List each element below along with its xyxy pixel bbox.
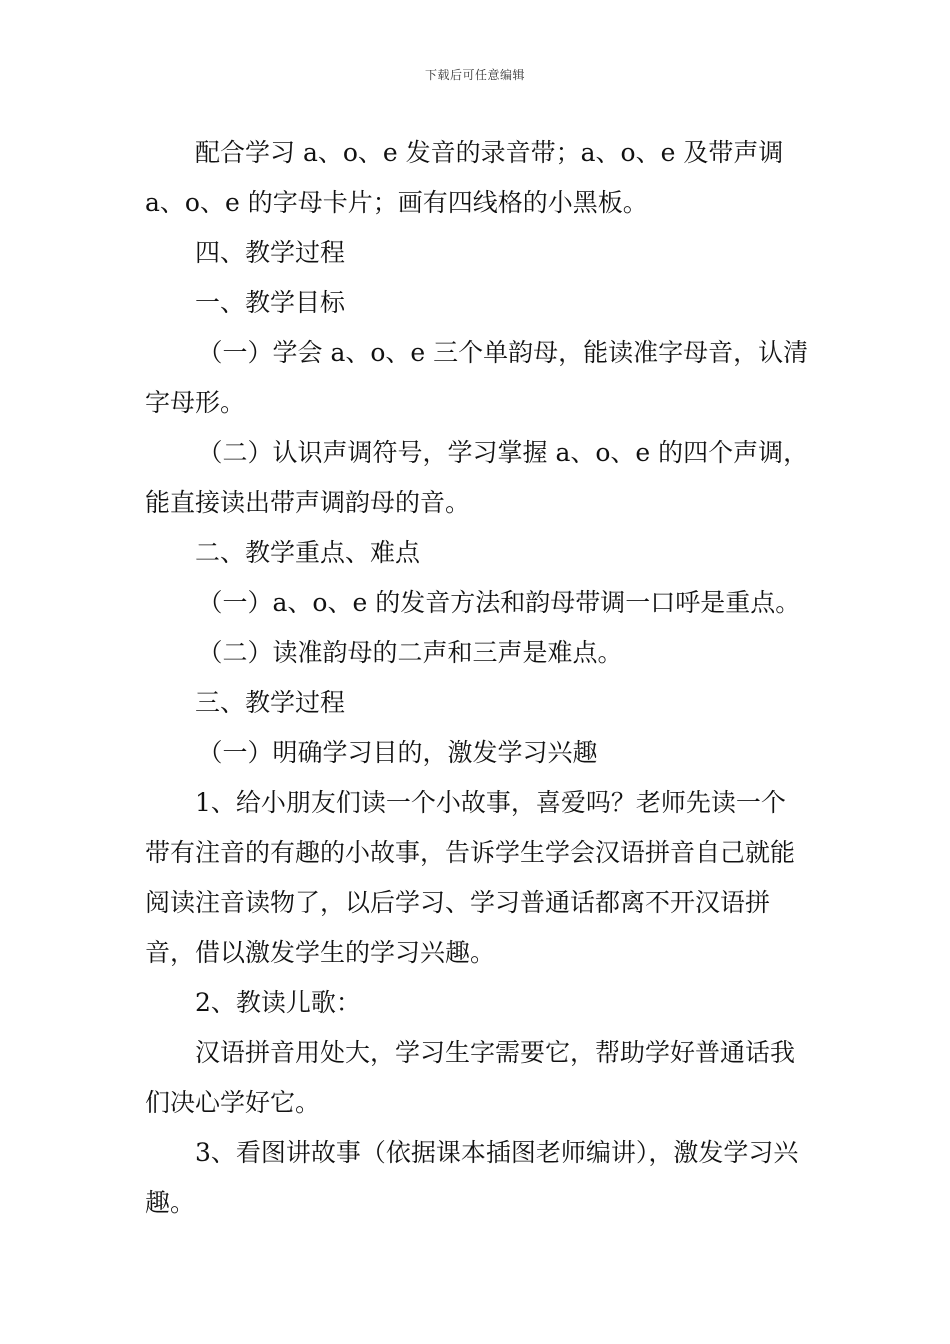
goal-item-1: （一）学会 a、o、e 三个单韵母，能读准字母音，认清字母形。 — [145, 338, 809, 417]
key-point-2: （二）读准韵母的二声和三声是难点。 — [197, 638, 623, 667]
page-header: 下载后可任意编辑 — [424, 68, 525, 82]
nursery-rhyme: 汉语拼音用处大，学习生字需要它，帮助学好普通话我们决心学好它。 — [145, 1038, 796, 1117]
document-body — [145, 128, 810, 1228]
process-item-3: 3、看图讲故事（依据课本插图老师编讲），激发学习兴趣。 — [145, 1138, 799, 1217]
process-item-2: 2、教读儿歌： — [195, 988, 361, 1017]
process-item-1: 1、给小朋友们读一个小故事，喜爱吗？老师先读一个带有注音的有趣的小故事，告诉学生学会汉语拼音自己就能阅读注音读物了，以后学习、学习普通话都离不开汉语拼音，借以激发学生的学习兴趣。 — [145, 788, 796, 967]
heading-teaching-process-2: 三、教学过程 — [195, 688, 346, 717]
paragraph-materials: 配合学习 a、o、e 发音的录音带；a、o、e 及带声调 a、o、e 的字母卡片；画有四线格的小黑板。 — [145, 138, 784, 217]
heading-teaching-process: 四、教学过程 — [195, 238, 346, 267]
heading-key-points: 二、教学重点、难点 — [195, 538, 421, 567]
goal-item-2: （二）认识声调符号，学习掌握 a、o、e 的四个声调，能直接读出带声调韵母的音。 — [145, 438, 809, 517]
process-step-1: （一）明确学习目的，激发学习兴趣 — [197, 738, 598, 767]
heading-teaching-goals: 一、教学目标 — [195, 288, 346, 317]
key-point-1: （一）a、o、e 的发音方法和韵母带调一口呼是重点。 — [197, 588, 801, 617]
